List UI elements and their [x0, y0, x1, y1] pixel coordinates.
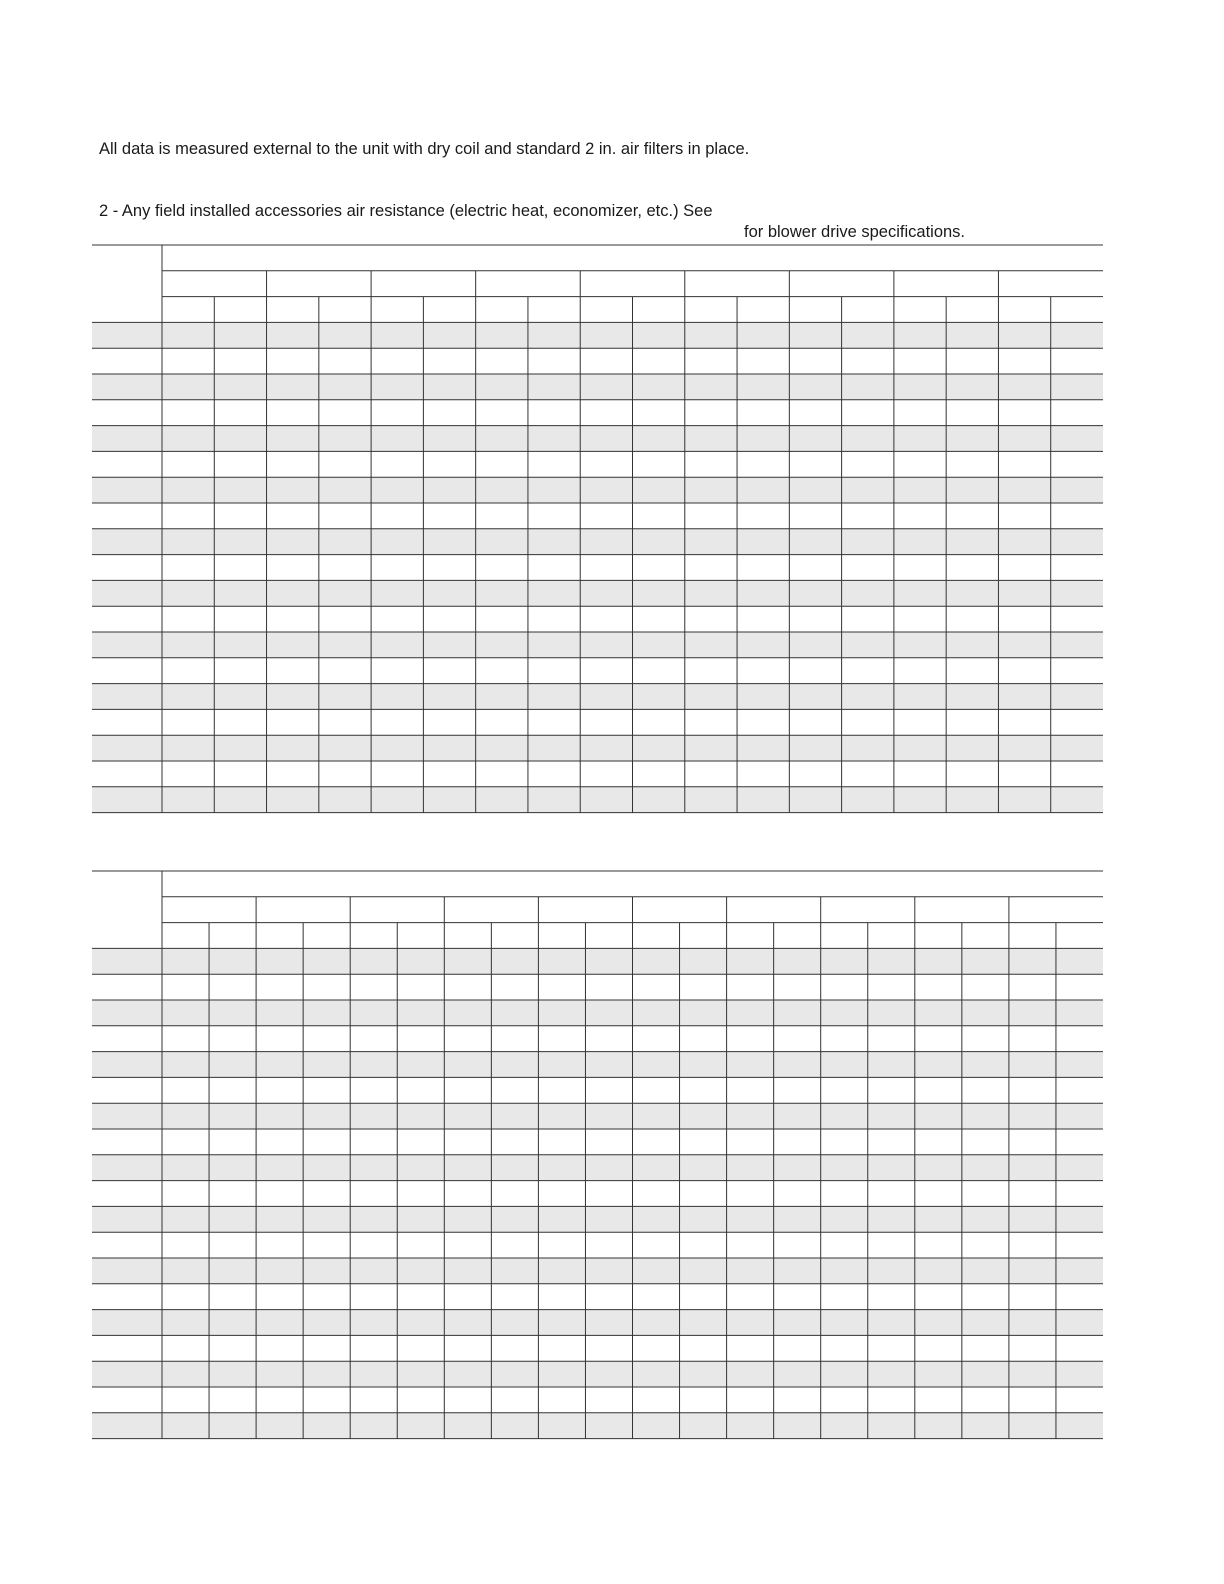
- table-row-shade: [92, 948, 1103, 974]
- table-row-shade: [92, 1000, 1103, 1026]
- table-row-shade: [92, 1361, 1103, 1387]
- blower-table-2: [92, 870, 1103, 1440]
- table-grid: [92, 244, 1103, 814]
- table-row-shade: [92, 477, 1103, 503]
- table-row-shade: [92, 735, 1103, 761]
- blower-table-1: [92, 244, 1103, 814]
- note-blower-drive: for blower drive specifications.: [744, 223, 966, 241]
- table-row-shade: [92, 1103, 1103, 1129]
- table-row-shade: [92, 1310, 1103, 1336]
- table-row-shade: [92, 322, 1103, 348]
- table-row-shade: [92, 684, 1103, 710]
- table-row-shade: [92, 529, 1103, 555]
- table-row-shade: [92, 787, 1103, 813]
- note-field-accessories: 2 - Any field installed accessories air resistance (electric heat, economizer, etc.) See: [99, 202, 713, 220]
- table-row-shade: [92, 426, 1103, 452]
- table-row-shade: [92, 1155, 1103, 1181]
- note-dry-coil: All data is measured external to the unit with dry coil and standard 2 in. air filters in place.: [99, 140, 750, 158]
- table-grid: [92, 870, 1103, 1440]
- table-row-shade: [92, 1052, 1103, 1078]
- table-row-shade: [92, 374, 1103, 400]
- table-row-shade: [92, 580, 1103, 606]
- table-row-shade: [92, 1413, 1103, 1439]
- table-row-shade: [92, 1258, 1103, 1284]
- table-row-shade: [92, 1206, 1103, 1232]
- table-row-shade: [92, 632, 1103, 658]
